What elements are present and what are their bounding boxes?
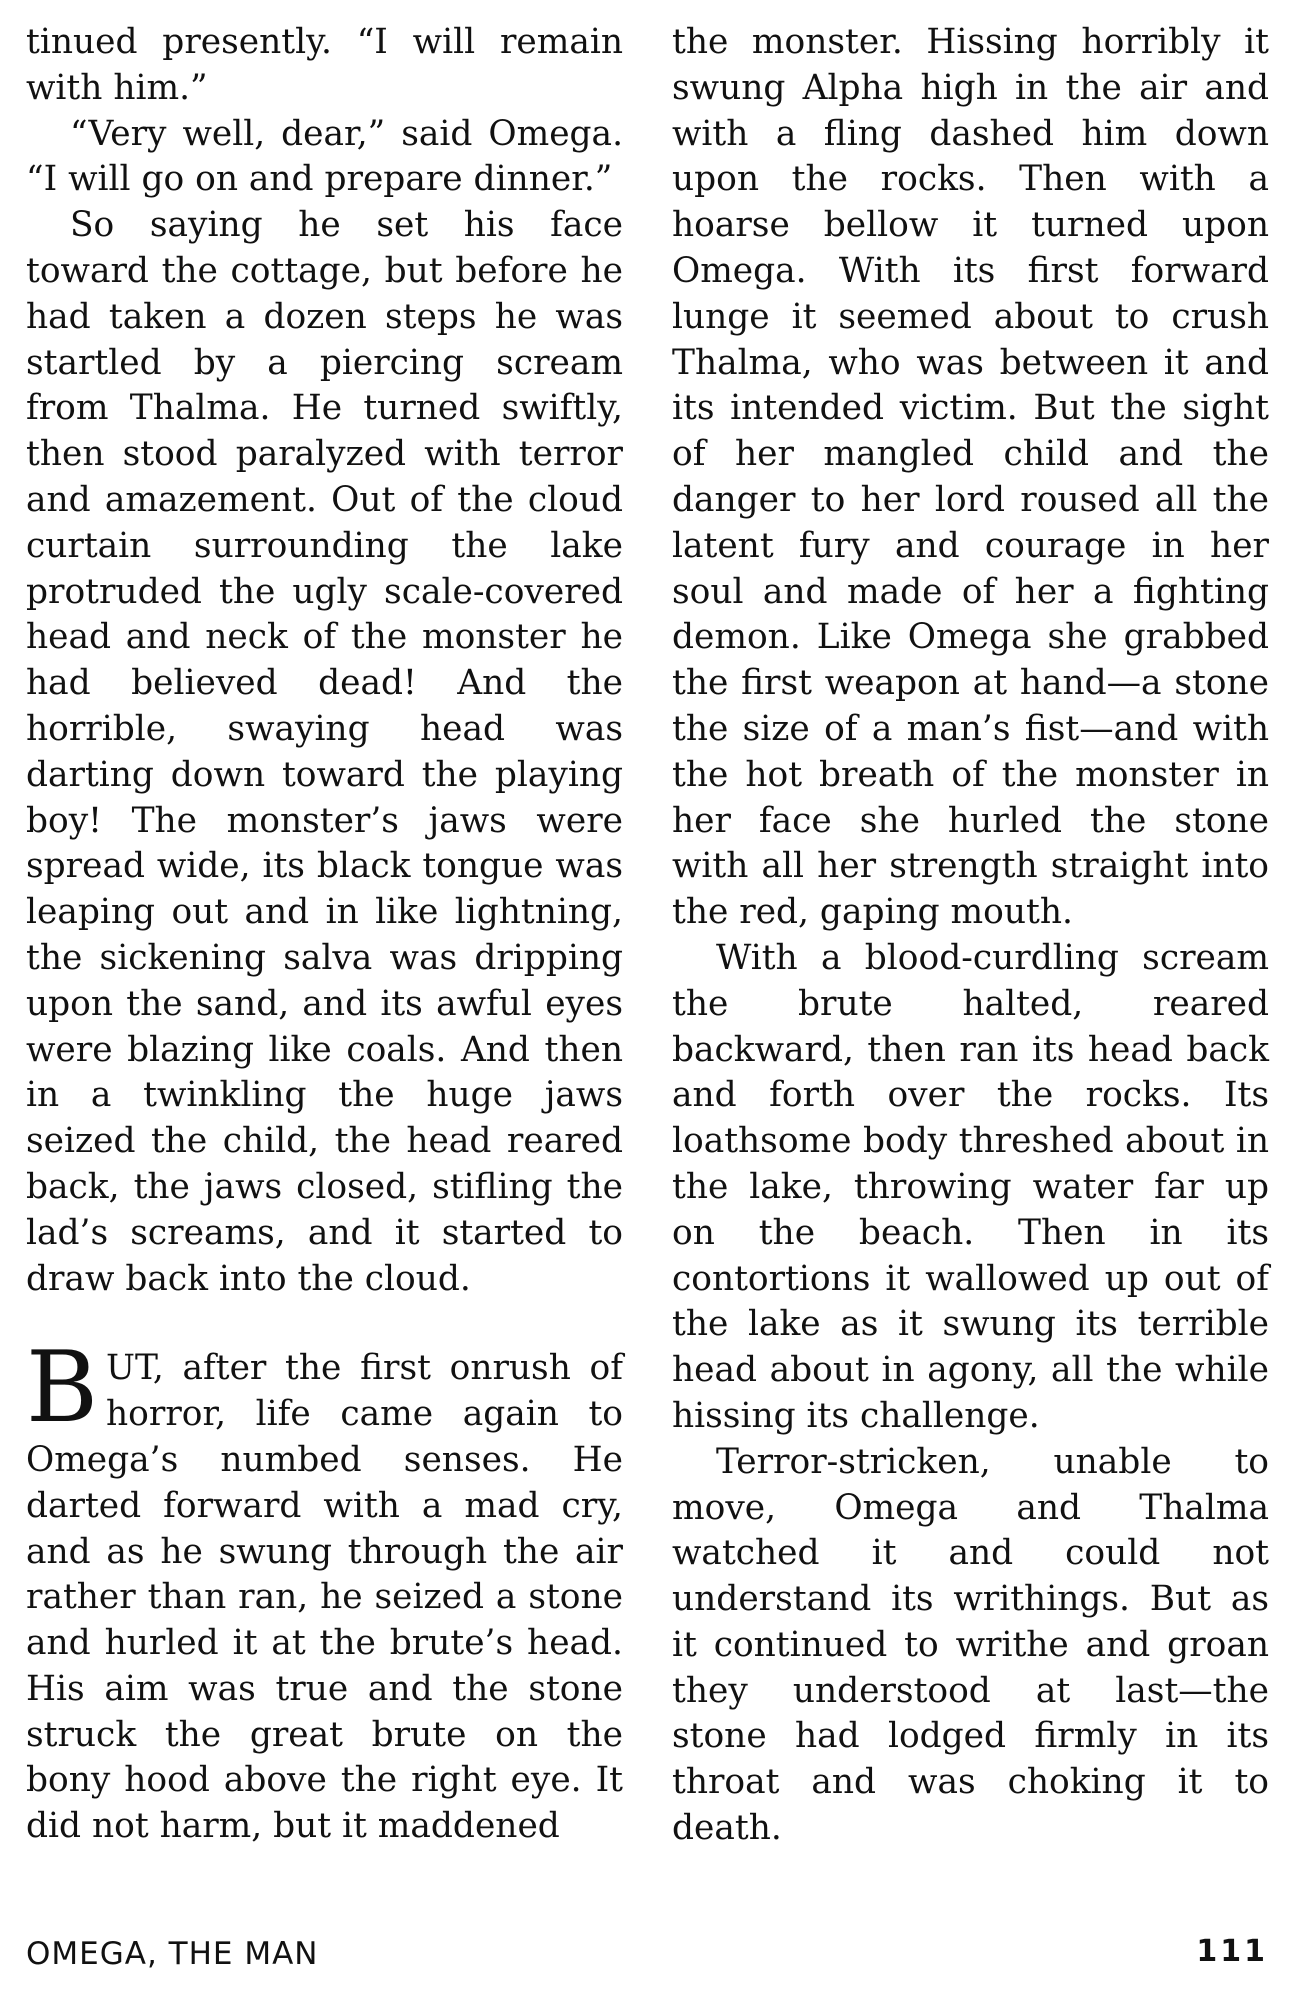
paragraph: “Very well, dear,” said Omega. “I will go on and prepare dinner.” bbox=[26, 113, 623, 200]
drop-cap: B bbox=[26, 1331, 99, 1446]
paragraph: the monster. Hissing horribly it swung Alpha high in the air and with a fling dashed him down upon the rocks. Then with a hoarse bellow it turned upon Omega. With its first forward lunge it seemed about to crush Thalma, who was between it and its intended victim. But the sight of her mangled child and the danger to her lord roused all the latent fury and courage in her soul and made of her a fighting demon. Like Omega she grabbed the first weapon at hand—a stone the size of a man’s fist—and with the hot breath of the monster in her face she hurled the stone with all her strength straight into the red, gaping mouth. bbox=[672, 22, 1269, 933]
running-footer-title: OMEGA, THE MAN bbox=[26, 1936, 319, 1972]
left-column bbox=[26, 20, 623, 1850]
page-number: 111 bbox=[1196, 1934, 1268, 1969]
paragraph-text: UT, after the first onrush of horror, life came again to Omega’s numbed senses. He darted forward with a mad cry, and as he swung through the air rather than ran, he seized a stone and hurled it at the brute’s head. His aim was true and the stone struck the great brute on the bony hood above the right eye. It did not harm, but it maddened bbox=[26, 1348, 623, 1847]
paragraph: So saying he set his face toward the cottage, but before he had taken a dozen steps he was startled by a piercing scream from Thalma. He turned swiftly, then stood paralyzed with terror and amazement. Out of the cloud curtain surrounding the lake protruded the ugly scale-covered head and neck of the monster he had believed dead! And the horrible, swaying head was darting down toward the playing boy! The monster’s jaws were spread wide, its black tongue was leaping out and in like lightning, the sickening salva was dripping upon the sand, and its awful eyes were blazing like coals. And then in a twinkling the huge jaws seized the child, the head reared back, the jaws closed, stifling the lad’s screams, and it started to draw back into the cloud. bbox=[26, 205, 623, 1299]
section-paragraph bbox=[26, 1331, 623, 1850]
paragraph: Terror-stricken, unable to move, Omega and Thalma watched it and could not understand its writhings. But as it continued to writhe and groan they understood at last—the stone had lodged firmly in its throat and was choking it to death. bbox=[672, 1441, 1269, 1849]
right-column bbox=[672, 20, 1269, 1852]
paragraph: With a blood-curdling scream the brute halted, reared backward, then ran its head back and forth over the rocks. Its loathsome body threshed about in the lake, throwing water far up on the beach. Then in its contortions it wallowed up out of the lake as it swung its terrible head about in agony, all the while hissing its challenge. bbox=[672, 937, 1269, 1436]
paragraph: tinued presently. “I will remain with him.” bbox=[26, 22, 623, 108]
